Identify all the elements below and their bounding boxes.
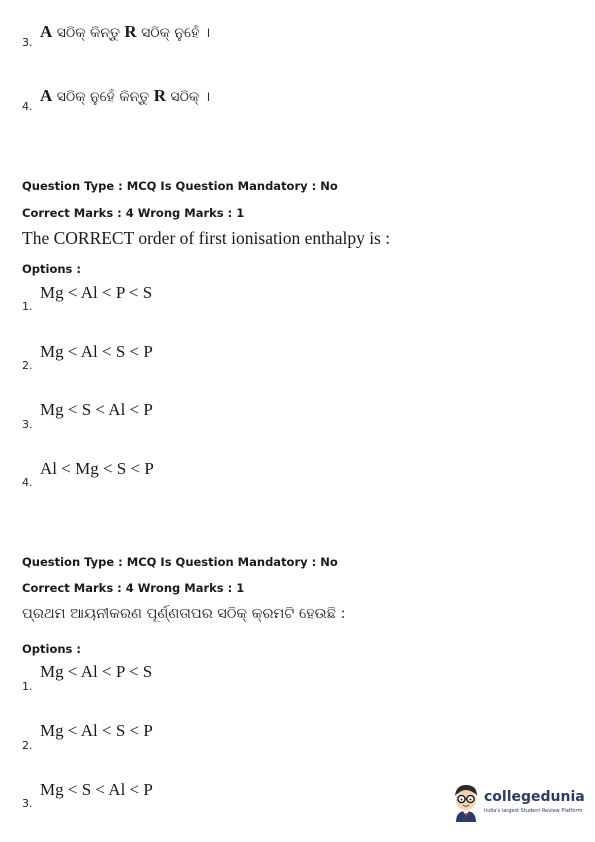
- option-number: 4.: [22, 100, 33, 113]
- option-text: A ସଠିକ୍ କିନ୍ତୁ R ସଠିକ୍ ନୁହେଁ ।: [40, 22, 210, 41]
- option-number: 1.: [22, 680, 33, 693]
- option-number: 2.: [22, 359, 33, 372]
- question-type-line: Question Type : MCQ Is Question Mandatory : No: [22, 555, 338, 569]
- collegedunia-logo: [450, 780, 590, 828]
- marks-line: Correct Marks : 4 Wrong Marks : 1: [22, 206, 245, 220]
- option-number: 4.: [22, 476, 33, 489]
- logo-tagline: India's largest Student Review Platform: [484, 808, 583, 814]
- option-number: 3.: [22, 418, 33, 431]
- question-type-line: Question Type : MCQ Is Question Mandatory : No: [22, 179, 338, 193]
- option-number: 2.: [22, 739, 33, 752]
- option-text: Al < Mg < S < P: [40, 459, 154, 478]
- options-label: Options :: [22, 262, 81, 276]
- logo-wordmark: collegedunia: [484, 789, 585, 805]
- option-text: Mg < Al < S < P: [40, 342, 153, 361]
- option-text: Mg < Al < P < S: [40, 283, 153, 302]
- option-text: Mg < S < Al < P: [40, 780, 153, 799]
- option-number: 3.: [22, 36, 33, 49]
- student-mascot-icon: [450, 782, 482, 824]
- option-number: 3.: [22, 797, 33, 810]
- option-text: Mg < Al < S < P: [40, 721, 153, 740]
- options-label: Options :: [22, 642, 81, 656]
- question-text: The CORRECT order of first ionisation enthalpy is :: [22, 228, 391, 248]
- option-number: 1.: [22, 300, 33, 313]
- option-text: Mg < Al < P < S: [40, 662, 153, 681]
- marks-line: Correct Marks : 4 Wrong Marks : 1: [22, 581, 245, 595]
- option-text: Mg < S < Al < P: [40, 400, 153, 419]
- question-text: ପ୍ରଥମ ଆୟନୀକରଣ ପୂର୍ଣ୍ଣତାପର ସଠିକ୍ କ୍ରମଟି ହେଉଛି :: [22, 606, 346, 622]
- option-text: A ସଠିକ୍ ନୁହେଁ କିନ୍ତୁ R ସଠିକ୍ ।: [40, 86, 210, 105]
